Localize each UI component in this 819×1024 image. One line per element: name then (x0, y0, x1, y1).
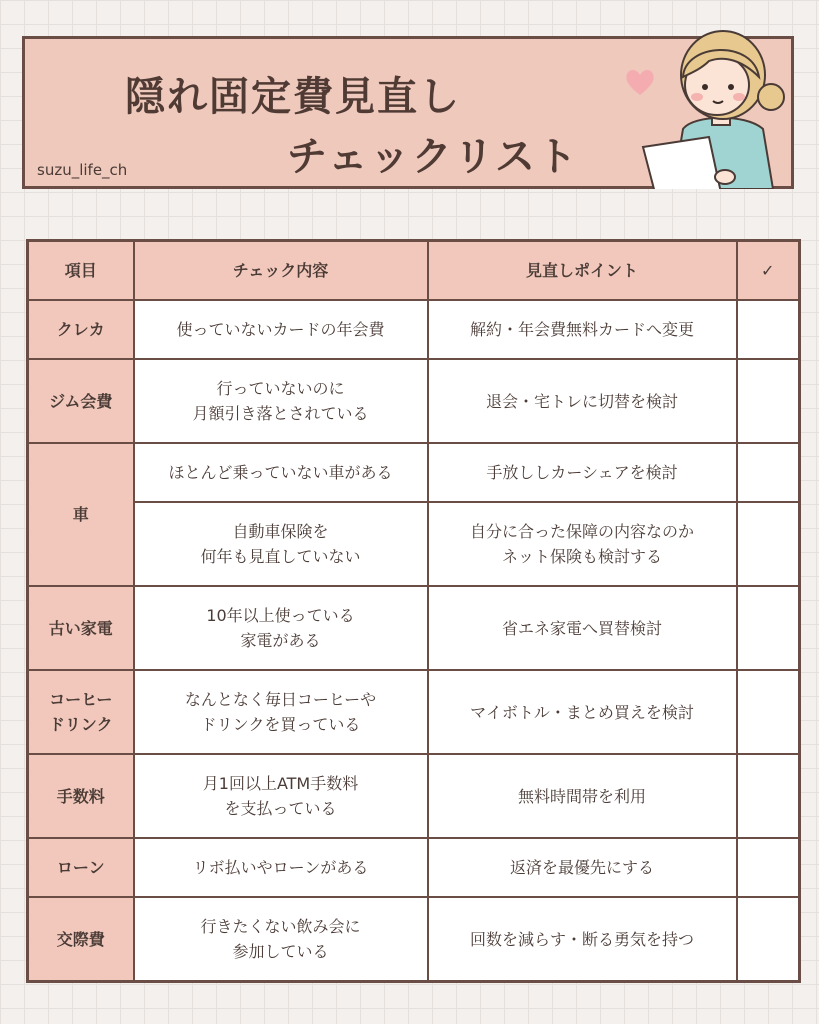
title-banner (22, 36, 794, 189)
header-check-content: チェック内容 (134, 241, 428, 301)
table-row (28, 754, 800, 838)
row-check: 月1回以上ATM手数料 を支払っている (134, 754, 428, 838)
row-item: 手数料 (28, 754, 134, 838)
row-checkbox[interactable] (737, 586, 800, 670)
row-point: 手放ししカーシェアを検討 (428, 443, 737, 502)
row-check: 10年以上使っている 家電がある (134, 586, 428, 670)
table-row (28, 670, 800, 754)
table-row (28, 359, 800, 443)
table-header-row (28, 241, 800, 301)
header-checkmark: ✓ (737, 241, 800, 301)
row-check: 行きたくない飲み会に 参加している (134, 897, 428, 982)
row-check: なんとなく毎日コーヒーや ドリンクを買っている (134, 670, 428, 754)
row-point: マイボトル・まとめ買えを検討 (428, 670, 737, 754)
row-point: 解約・年会費無料カードへ変更 (428, 300, 737, 359)
table-row (28, 838, 800, 897)
row-checkbox[interactable] (737, 754, 800, 838)
row-checkbox[interactable] (737, 359, 800, 443)
row-checkbox[interactable] (737, 897, 800, 982)
account-handle: suzu_life_ch (37, 161, 128, 179)
row-checkbox[interactable] (737, 443, 800, 502)
row-item: コーヒー ドリンク (28, 670, 134, 754)
row-item: ローン (28, 838, 134, 897)
row-check: リボ払いやローンがある (134, 838, 428, 897)
row-point: 無料時間帯を利用 (428, 754, 737, 838)
row-item: 交際費 (28, 897, 134, 982)
row-point: 回数を減らす・断る勇気を持つ (428, 897, 737, 982)
table-row (28, 897, 800, 982)
row-check: 自動車保険を 何年も見直していない (134, 502, 428, 586)
woman-with-laptop-illustration (613, 17, 793, 189)
checklist-table (26, 239, 801, 983)
table-row (28, 586, 800, 670)
row-item: 車 (28, 443, 134, 586)
row-check: 行っていないのに 月額引き落とされている (134, 359, 428, 443)
title-line-2: チェックリスト (287, 134, 579, 180)
title-line-1: 隠れ固定費見直し (125, 74, 461, 120)
header-item: 項目 (28, 241, 134, 301)
row-point: 省エネ家電へ買替検討 (428, 586, 737, 670)
row-checkbox[interactable] (737, 670, 800, 754)
header-review-point: 見直しポイント (428, 241, 737, 301)
row-point: 退会・宅トレに切替を検討 (428, 359, 737, 443)
row-item: 古い家電 (28, 586, 134, 670)
row-checkbox[interactable] (737, 838, 800, 897)
row-check: ほとんど乗っていない車がある (134, 443, 428, 502)
row-point: 自分に合った保障の内容なのか ネット保険も検討する (428, 502, 737, 586)
row-checkbox[interactable] (737, 300, 800, 359)
row-checkbox[interactable] (737, 502, 800, 586)
row-item: ジム会費 (28, 359, 134, 443)
table-row (28, 502, 800, 586)
table-row (28, 443, 800, 502)
row-item: クレカ (28, 300, 134, 359)
table-row (28, 300, 800, 359)
row-point: 返済を最優先にする (428, 838, 737, 897)
row-check: 使っていないカードの年会費 (134, 300, 428, 359)
